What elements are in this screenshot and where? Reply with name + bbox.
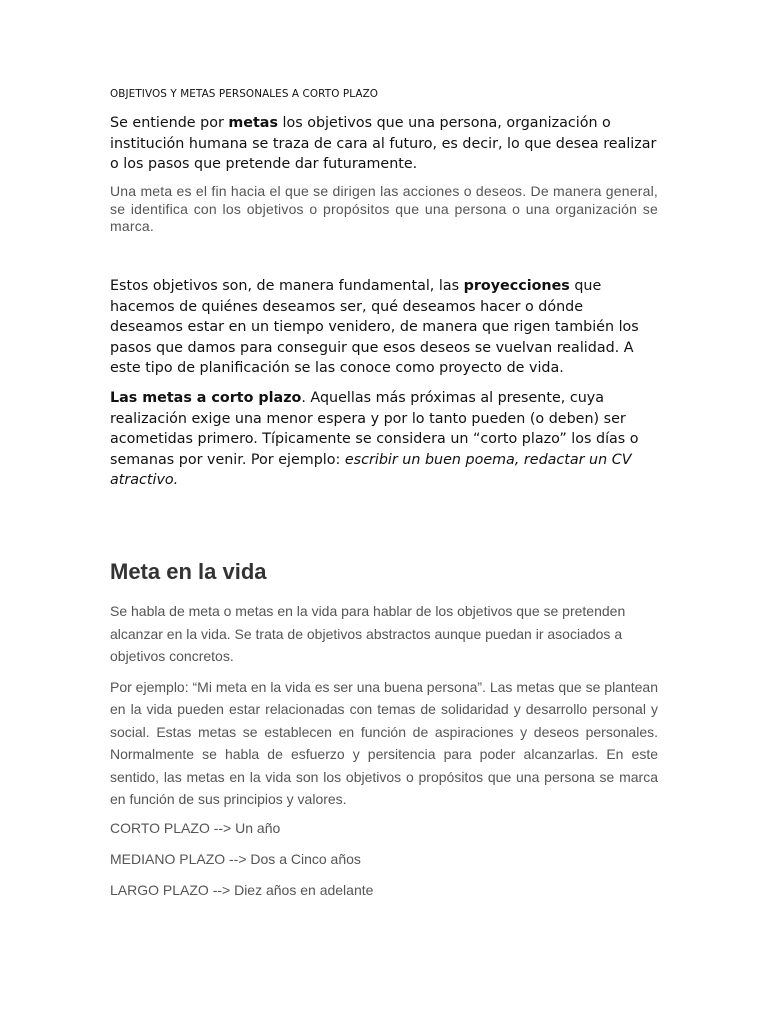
document-small-title: OBJETIVOS Y METAS PERSONALES A CORTO PLAZO: [110, 88, 379, 100]
section-heading: Meta en la vida: [110, 559, 267, 584]
life-paragraph-2: Por ejemplo: “Mi meta en la vida es ser una buena persona”. Las metas que se plantean en la vida pueden estar relacionadas con temas de solidaridad y desarrollo personal y social. Estas metas se establecen en función de aspiraciones y deseos personales. Normalmente se habla de esfuerzo y persitencia para poder alcanzarlas. En este sentido, las metas en la vida son los objetivos o propósitos que una persona se marca en función de sus principios y valores.: [110, 679, 658, 808]
short-term-paragraph: [110, 388, 658, 491]
term-long: LARGO PLAZO --> Diez años en adelante: [110, 882, 374, 898]
term-medium: MEDIANO PLAZO --> Dos a Cinco años: [110, 851, 361, 867]
definition-paragraph: Una meta es el fin hacia el que se dirigen las acciones o deseos. De manera general, se identifica con los objetivos o propósitos que una persona o una organización se marca.: [110, 183, 658, 234]
projections-after: que hacemos de quiénes deseamos ser, qué deseamos hacer o dónde deseamos estar en un tiempo venidero, de manera que rigen también los pasos que damos para conseguir que esos deseos se vuelvan realidad. A este tipo de planificación se las conoce como proyecto de vida.: [110, 278, 639, 377]
intro-after: los objetivos que una persona, organización o institución humana se traza de cara al futuro, es decir, lo que desea realizar o los pasos que pretende dar futuramente.: [110, 115, 657, 173]
projections-bold-term: proyecciones: [463, 278, 570, 294]
term-short: CORTO PLAZO --> Un año: [110, 820, 281, 836]
intro-before: Se entiende por: [110, 115, 229, 131]
life-paragraph-1: Se habla de meta o metas en la vida para hablar de los objetivos que se pretenden alcanzar en la vida. Se trata de objetivos abstractos aunque puedan ir asociados a objetivos concretos.: [110, 603, 626, 665]
projections-paragraph: [110, 276, 658, 379]
projections-before: Estos objetivos son, de manera fundamental, las: [110, 278, 464, 294]
intro-bold-term: metas: [228, 115, 278, 131]
short-term-text: . Aquellas más próximas al presente, cuya realización exige una menor espera y por lo tanto pueden (o deben) ser acometidas primero. Típicamente se considera un “corto plazo” los días o semanas por venir. Por ejemplo:: [110, 390, 639, 468]
intro-paragraph: [110, 113, 658, 175]
short-term-bold: Las metas a corto plazo: [110, 390, 302, 406]
short-term-example: escribir un buen poema, redactar un CV atractivo.: [110, 451, 632, 489]
